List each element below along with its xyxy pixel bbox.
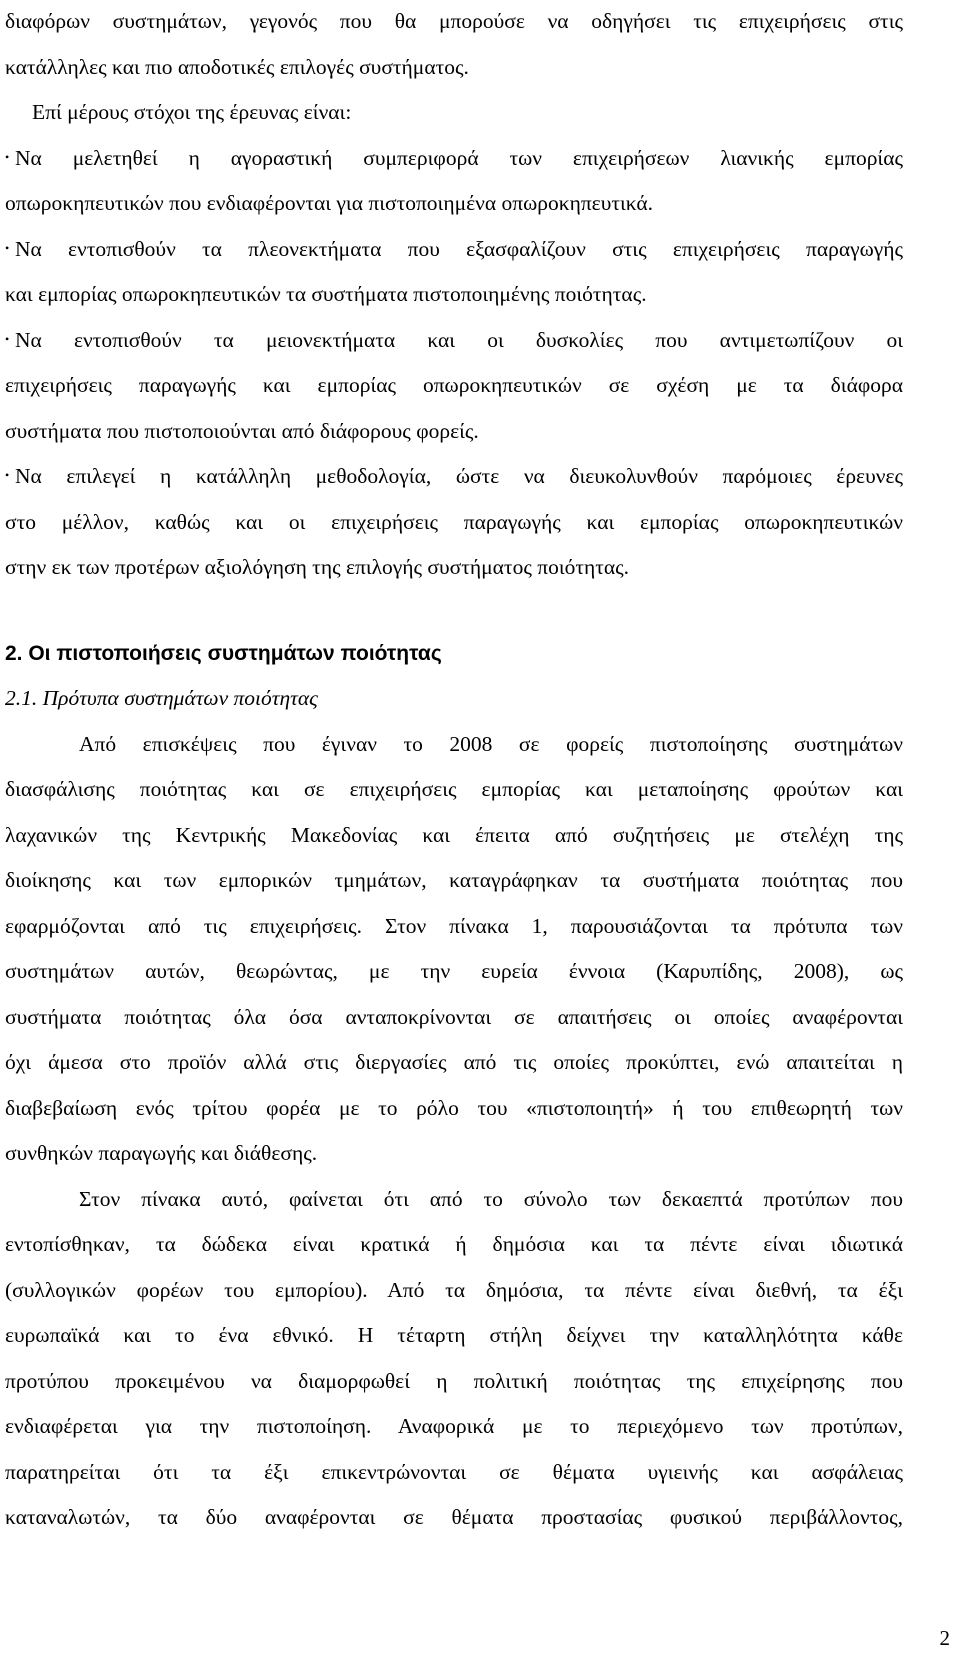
paragraph-line: Από επισκέψεις που έγιναν το 2008 σε φορείς πιστοποίησης συστημάτων xyxy=(79,731,903,756)
bullet-icon: • xyxy=(5,331,10,346)
bullet-text: στο μέλλον, καθώς και οι επιχειρήσεις παραγωγής και εμπορίας οπωροκηπευτικών xyxy=(5,509,903,534)
bullet-item xyxy=(5,136,903,182)
paragraph-line: συστημάτων αυτών, θεωρώντας, με την ευρεία έννοια (Καρυπίδης, 2008), ως xyxy=(5,959,903,983)
paragraph-line: όχι άμεσα στο προϊόν αλλά στις διεργασίες από τις οποίες προκύπτει, ενώ απαιτείται η xyxy=(5,1050,903,1074)
paragraph-line: διαβεβαίωση ενός τρίτου φορέα με το ρόλο του «πιστοποιητή» ή του επιθεωρητή των xyxy=(5,1095,903,1120)
paragraph-line: καταναλωτών, τα δύο αναφέρονται σε θέματα προστασίας φυσικού περιβάλλοντος, xyxy=(5,1505,903,1529)
paragraph-line: συστήματα ποιότητας όλα όσα ανταποκρίνονται σε απαιτήσεις οι οποίες αναφέρονται xyxy=(5,1004,903,1029)
bullet-icon: • xyxy=(5,149,10,164)
bullet-text: συστήματα που πιστοποιούνται από διάφορους φορείς. xyxy=(5,418,479,443)
bullet-text: επιχειρήσεις παραγωγής και εμπορίας οπωροκηπευτικών σε σχέση με τα διάφορα xyxy=(5,373,903,397)
paragraph-line: (συλλογικών φορέων του εμπορίου). Από τα δημόσια, τα πέντε είναι διεθνή, τα έξι xyxy=(5,1277,903,1302)
bullet-text: Να εντοπισθούν τα πλεονεκτήματα που εξασφαλίζουν στις επιχειρήσεις παραγωγής xyxy=(15,236,903,261)
paragraph-line: εντοπίσθηκαν, τα δώδεκα είναι κρατικά ή δημόσια και τα πέντε είναι ιδιωτικά xyxy=(5,1232,903,1256)
paragraph-line: κατάλληλες και πιο αποδοτικές επιλογές συστήματος. xyxy=(5,54,469,79)
paragraph-line: εφαρμόζονται από τις επιχειρήσεις. Στον πίνακα 1, παρουσιάζονται τα πρότυπα των xyxy=(5,913,903,938)
paragraph-line: διασφάλισης ποιότητας και σε επιχειρήσεις εμπορίας και μεταποίησης φρούτων και xyxy=(5,777,903,801)
bullet-text: οπωροκηπευτικών που ενδιαφέρονται για πιστοποιημένα οπωροκηπευτικά. xyxy=(5,191,654,215)
section-heading: 2. Οι πιστοποιήσεις συστημάτων ποιότητας xyxy=(5,641,442,665)
paragraph-line: διοίκησης και των εμπορικών τμημάτων, καταγράφηκαν τα συστήματα ποιότητας που xyxy=(5,868,903,892)
paragraph-line: Στον πίνακα αυτό, φαίνεται ότι από το σύνολο των δεκαεπτά προτύπων που xyxy=(79,1186,903,1211)
bullet-text: και εμπορίας οπωροκηπευτικών τα συστήματα πιστοποιημένης ποιότητας. xyxy=(5,282,647,306)
bullet-item xyxy=(5,318,903,364)
bullet-text: Να μελετηθεί η αγοραστική συμπεριφορά των επιχειρήσεων λιανικής εμπορίας xyxy=(15,145,903,170)
paragraph-line: ευρωπαϊκά και το ένα εθνικό. Η τέταρτη στήλη δείχνει την καταλληλότητα κάθε xyxy=(5,1323,903,1347)
paragraph-line: προτύπου προκειμένου να διαμορφωθεί η πολιτική ποιότητας της επιχείρησης που xyxy=(5,1368,903,1393)
document-page xyxy=(5,0,903,1541)
bullet-item xyxy=(5,454,903,500)
aims-intro: Επί μέρους στόχοι της έρευνας είναι: xyxy=(32,100,352,124)
paragraph-line: ενδιαφέρεται για την πιστοποίηση. Αναφορικά με το περιεχόμενο των προτύπων, xyxy=(5,1414,903,1438)
paragraph-line: συνθηκών παραγωγής και διάθεσης. xyxy=(5,1141,318,1165)
page-number: 2 xyxy=(939,1626,950,1650)
bullet-item xyxy=(5,227,903,273)
bullet-text: Να εντοπισθούν τα μειονεκτήματα και οι δυσκολίες που αντιμετωπίζουν οι xyxy=(15,327,903,352)
bullet-text: στην εκ των προτέρων αξιολόγηση της επιλογής συστήματος ποιότητας. xyxy=(5,555,630,579)
paragraph-line: παρατηρείται ότι τα έξι επικεντρώνονται σε θέματα υγιεινής και ασφάλειας xyxy=(5,1459,903,1484)
paragraph-line: διαφόρων συστημάτων, γεγονός που θα μπορούσε να οδηγήσει τις επιχειρήσεις στις xyxy=(5,9,903,33)
spacer xyxy=(5,591,903,631)
subsection-heading: 2.1. Πρότυπα συστημάτων ποιότητας xyxy=(5,686,318,710)
bullet-text: Να επιλεγεί η κατάλληλη μεθοδολογία, ώστε να διευκολυνθούν παρόμοιες έρευνες xyxy=(15,464,903,488)
bullet-icon: • xyxy=(5,240,10,255)
bullet-icon: • xyxy=(5,468,10,482)
paragraph-line: λαχανικών της Κεντρικής Μακεδονίας και έπειτα από συζητήσεις με στελέχη της xyxy=(5,822,903,847)
